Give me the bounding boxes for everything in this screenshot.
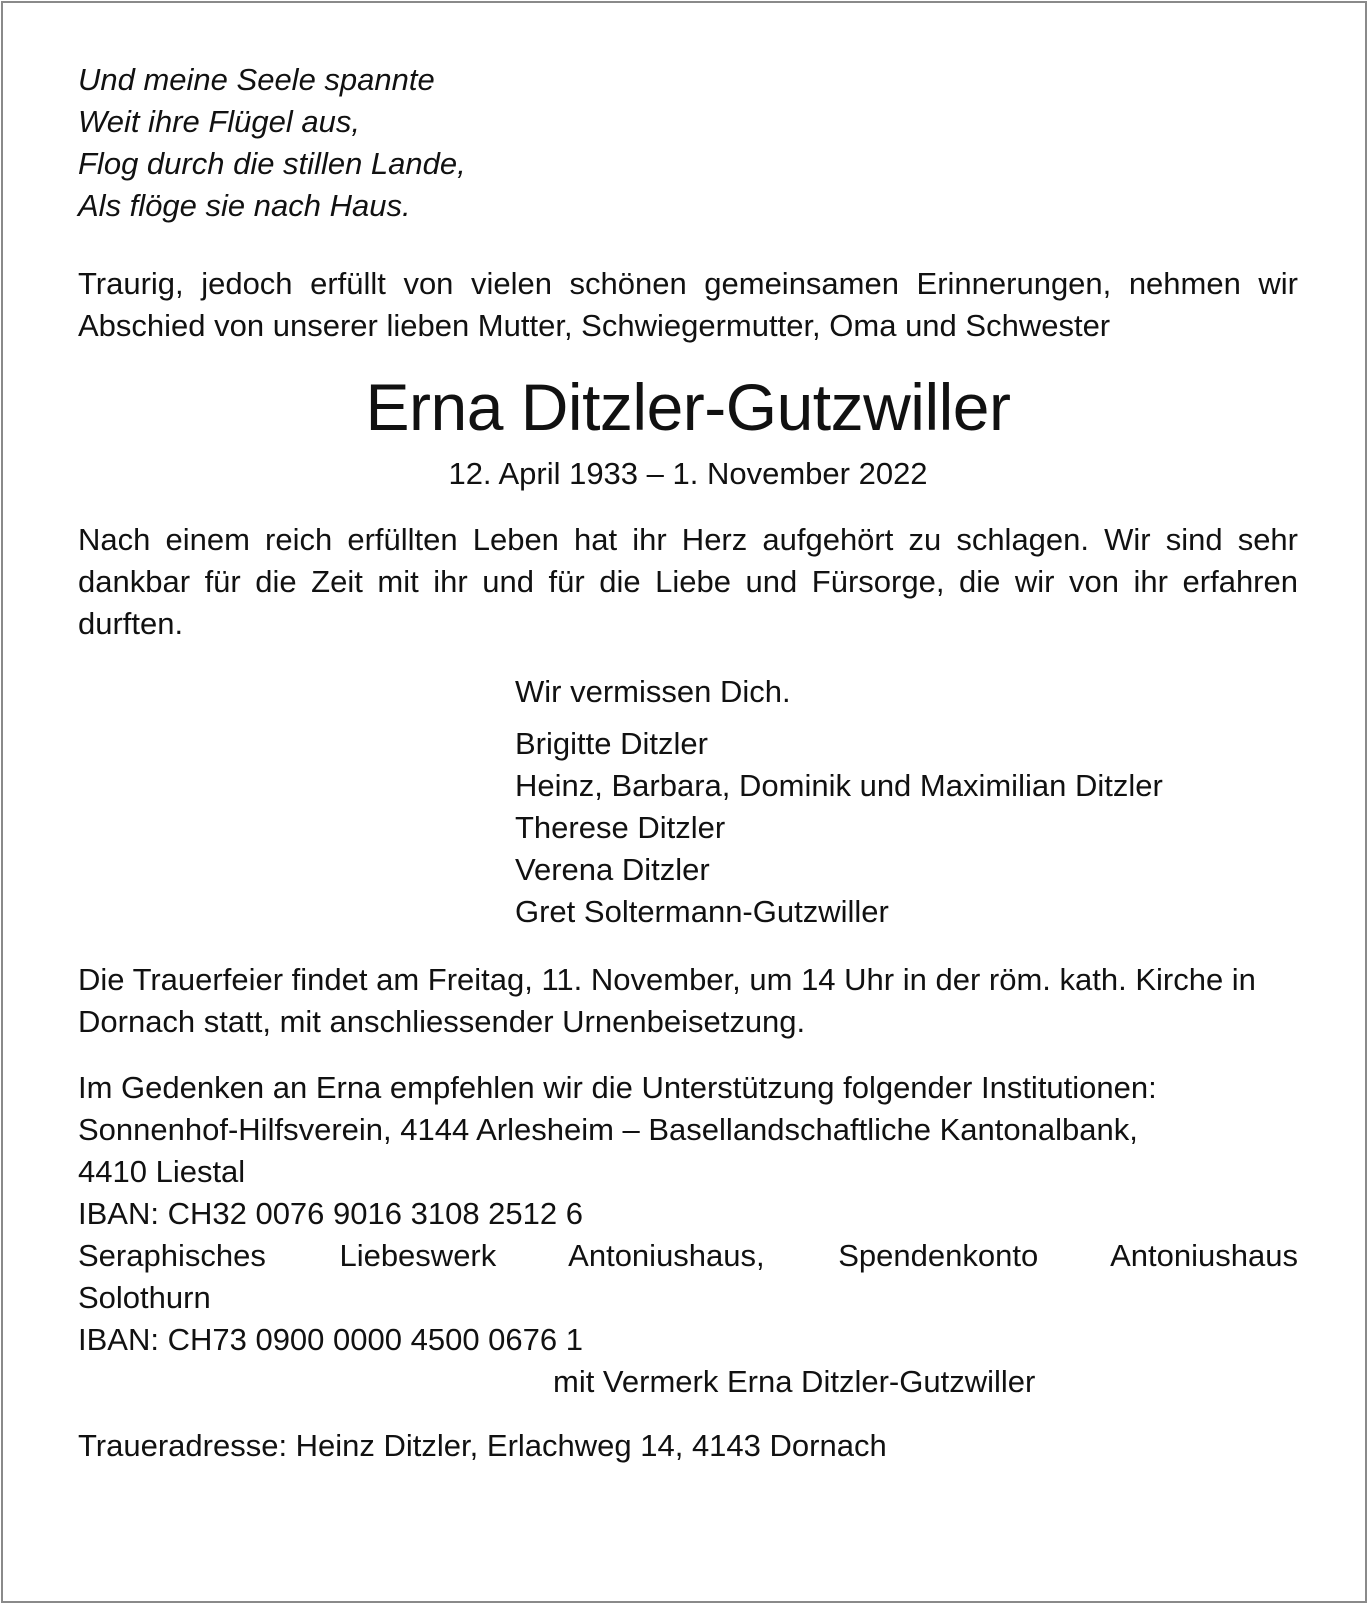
intro-text: Traurig, jedoch erfüllt von vielen schönen gemeinsamen Erinnerungen, nehmen wir Abschied von unserer lieben Mutter, Schwiegermutter, Oma und Schwester — [78, 266, 1298, 343]
message-text: Nach einem reich erfüllten Leben hat ihr Herz aufgehört zu schlagen. Wir sind sehr dankbar für die Zeit mit ihr und für die Liebe und Fürsorge, die wir von ihr erfahren durften. — [78, 522, 1298, 641]
obituary-content — [78, 59, 1298, 1467]
donation-iban2: IBAN: CH73 0900 0000 4500 0676 1 — [78, 1322, 583, 1357]
family-member: Brigitte Ditzler — [515, 726, 708, 761]
family-list — [515, 723, 1298, 933]
mourning-address: Traueradresse: Heinz Ditzler, Erlachweg 14, 4143 Dornach — [78, 1428, 887, 1463]
service-text: Die Trauerfeier findet am Freitag, 11. November, um 14 Uhr in der röm. kath. Kirche in Dornach statt, mit anschliessender Urnenbeisetzung. — [78, 962, 1256, 1039]
poem-line: Flog durch die stillen Lande, — [78, 146, 466, 181]
donation-org2-line1: Seraphisches Liebeswerk Antoniushaus, Spendenkonto Antoniushaus — [78, 1238, 1298, 1273]
family-member: Therese Ditzler — [515, 810, 726, 845]
donation-intro: Im Gedenken an Erna empfehlen wir die Unterstützung folgender Institutionen: — [78, 1070, 1157, 1105]
poem-line: Weit ihre Flügel aus, — [78, 104, 360, 139]
deceased-name: Erna Ditzler-Gutzwiller — [365, 370, 1011, 444]
poem — [78, 59, 1298, 227]
donation-iban1: IBAN: CH32 0076 9016 3108 2512 6 — [78, 1196, 583, 1231]
donation-block — [78, 1067, 1298, 1403]
donation-note: mit Vermerk Erna Ditzler-Gutzwiller — [553, 1364, 1036, 1399]
notice-frame — [1, 1, 1367, 1603]
poem-line: Als flöge sie nach Haus. — [78, 188, 411, 223]
family-block — [515, 671, 1298, 933]
life-dates: 12. April 1933 – 1. November 2022 — [448, 456, 928, 491]
family-member: Verena Ditzler — [515, 852, 710, 887]
family-heading: Wir vermissen Dich. — [515, 674, 791, 709]
donation-org2-line2: Solothurn — [78, 1280, 211, 1315]
donation-org1-line2: 4410 Liestal — [78, 1154, 246, 1189]
family-member: Heinz, Barbara, Dominik und Maximilian Ditzler — [515, 768, 1163, 803]
donation-org1-line1: Sonnenhof-Hilfsverein, 4144 Arlesheim – Basellandschaftliche Kantonalbank, — [78, 1112, 1138, 1147]
poem-line: Und meine Seele spannte — [78, 62, 435, 97]
family-member: Gret Soltermann-Gutzwiller — [515, 894, 889, 929]
